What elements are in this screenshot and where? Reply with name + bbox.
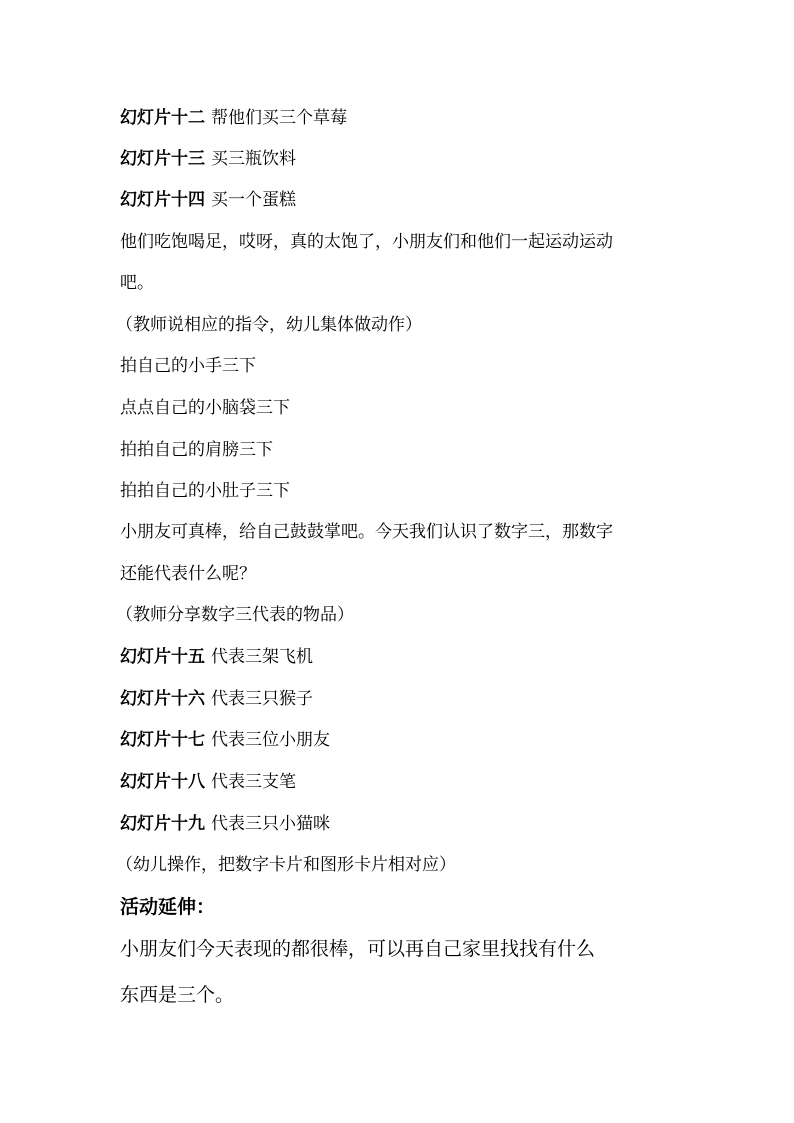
paragraph-line: 他们吃饱喝足，哎呀，真的太饱了，小朋友们和他们一起运动运动 [120,232,613,252]
slide-line-16 [120,687,313,711]
extension-line: 小朋友们今天表现的都很棒，可以再自己家里找找有什么 [120,938,596,960]
slide-label: 幻灯片十三 [120,149,205,169]
slide-text: 代表三支笔 [211,772,296,792]
extension-line: 东西是三个。 [120,984,235,1006]
slide-label: 幻灯片十六 [120,689,205,709]
slide-label: 幻灯片十二 [120,108,205,128]
action-line: 拍拍自己的肩膀三下 [120,440,273,460]
paragraph-line: 还能代表什么呢？ [120,564,256,584]
slide-label: 幻灯片十五 [120,647,205,667]
action-line: 拍拍自己的小肚子三下 [120,481,290,501]
slide-line-12 [120,106,347,130]
slide-line-19 [120,812,330,836]
slide-text: 代表三位小朋友 [211,730,330,750]
extension-heading: 活动延伸： [120,896,216,918]
paragraph-line: 吧。 [120,273,154,293]
slide-line-14 [120,188,296,212]
slide-line-17 [120,728,330,752]
slide-label: 幻灯片十四 [120,190,205,210]
slide-line-15 [120,645,313,669]
slide-text: 代表三只猴子 [211,689,313,709]
slide-line-13 [120,147,296,171]
slide-text: 代表三只小猫咪 [211,814,330,834]
action-line: 拍自己的小手三下 [120,356,256,376]
action-line: 点点自己的小脑袋三下 [120,398,290,418]
slide-text: 代表三架飞机 [211,647,313,667]
paragraph-line: 小朋友可真棒，给自己鼓鼓掌吧。今天我们认识了数字三，那数字 [120,522,613,542]
slide-text: 帮他们买三个草莓 [211,108,347,128]
teacher-note: （教师分享数字三代表的物品） [116,605,354,625]
child-activity-note: （幼儿操作，把数字卡片和图形卡片相对应） [116,855,456,875]
slide-text: 买三瓶饮料 [211,149,296,169]
slide-label: 幻灯片十七 [120,730,205,750]
slide-text: 买一个蛋糕 [211,190,296,210]
slide-line-18 [120,770,296,794]
teacher-note: （教师说相应的指令，幼儿集体做动作） [116,315,422,335]
slide-label: 幻灯片十八 [120,772,205,792]
slide-label: 幻灯片十九 [120,814,205,834]
